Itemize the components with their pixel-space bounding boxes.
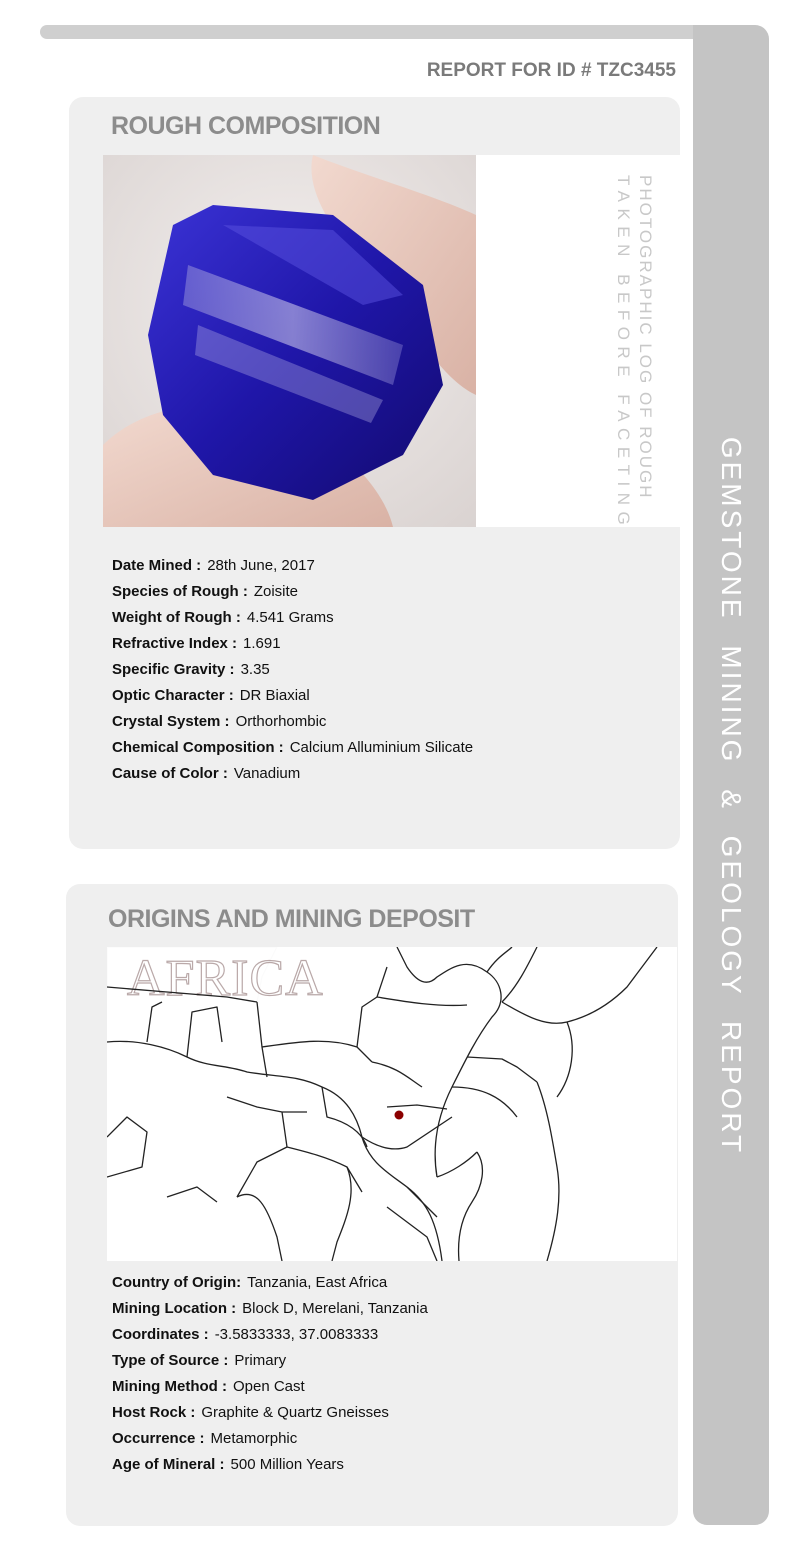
property-value: 500 Million Years — [230, 1456, 344, 1473]
property-row — [112, 711, 473, 737]
top-bar — [40, 25, 740, 39]
property-label: Type of Source : — [112, 1352, 229, 1369]
rough-photo-area — [103, 155, 680, 532]
property-value: DR Biaxial — [239, 687, 310, 704]
property-row — [112, 685, 473, 711]
property-label: Weight of Rough : — [112, 609, 241, 626]
property-row — [112, 659, 473, 685]
photo-caption-line-2: TAKEN BEFORE FACETING — [614, 175, 633, 532]
property-value: Tanzania, East Africa — [247, 1274, 388, 1291]
property-value: Zoisite — [253, 583, 299, 600]
property-value: -3.5833333, 37.0083333 — [214, 1326, 379, 1343]
mining-location-marker — [395, 1111, 404, 1120]
property-row — [112, 1350, 428, 1376]
property-label: Cause of Color : — [112, 765, 228, 782]
report-id: REPORT FOR ID # TZC3455 — [426, 60, 676, 81]
gemstone-photo-image — [103, 155, 476, 527]
property-value: Primary — [234, 1352, 287, 1369]
property-label: Date Mined : — [112, 557, 202, 574]
property-row — [112, 555, 473, 581]
property-label: Occurrence : — [112, 1430, 205, 1447]
photo-caption — [613, 175, 673, 532]
property-row — [112, 1376, 428, 1402]
africa-map-image — [107, 947, 677, 1261]
property-row — [112, 1454, 428, 1480]
property-row — [112, 633, 473, 659]
property-label: Species of Rough : — [112, 583, 248, 600]
property-value: Open Cast — [232, 1378, 305, 1395]
photo-caption-line-1: PHOTOGRAPHIC LOG OF ROUGH — [636, 175, 655, 500]
property-label: Age of Mineral : — [112, 1456, 225, 1473]
property-label: Host Rock : — [112, 1404, 196, 1421]
property-row — [112, 581, 473, 607]
property-row — [112, 737, 473, 763]
property-row — [112, 607, 473, 633]
property-label: Optic Character : — [112, 687, 234, 704]
property-row — [112, 763, 473, 789]
gemstone-photo — [103, 155, 476, 527]
property-label: Mining Method : — [112, 1378, 227, 1395]
property-value: Orthorhombic — [235, 713, 327, 730]
property-row — [112, 1402, 428, 1428]
property-value: Graphite & Quartz Gneisses — [201, 1404, 389, 1421]
property-label: Country of Origin: — [112, 1274, 242, 1291]
property-value: Vanadium — [233, 765, 301, 782]
origins-properties-list — [112, 1272, 428, 1480]
rough-properties-list — [112, 555, 473, 789]
map-label: AFRICA — [127, 950, 324, 1007]
property-row — [112, 1324, 428, 1350]
property-value: 1.691 — [243, 635, 281, 652]
property-value: 28th June, 2017 — [207, 557, 315, 574]
property-value: Block D, Merelani, Tanzania — [242, 1300, 428, 1317]
side-title-text: GEMSTONE MINING & GEOLOGY REPORT — [716, 436, 747, 1156]
property-label: Mining Location : — [112, 1300, 237, 1317]
origins-title: ORIGINS AND MINING DEPOSIT — [108, 905, 475, 933]
side-title — [693, 25, 769, 1525]
africa-map — [107, 947, 677, 1261]
property-label: Refractive Index : — [112, 635, 238, 652]
rough-composition-title: ROUGH COMPOSITION — [111, 112, 381, 140]
property-row — [112, 1428, 428, 1454]
property-value: 4.541 Grams — [246, 609, 334, 626]
property-label: Specific Gravity : — [112, 661, 235, 678]
property-row — [112, 1298, 428, 1324]
property-value: Calcium Alluminium Silicate — [289, 739, 474, 756]
property-row — [112, 1272, 428, 1298]
property-label: Coordinates : — [112, 1326, 209, 1343]
property-label: Chemical Composition : — [112, 739, 284, 756]
property-value: 3.35 — [240, 661, 270, 678]
property-value: Metamorphic — [210, 1430, 298, 1447]
property-label: Crystal System : — [112, 713, 230, 730]
